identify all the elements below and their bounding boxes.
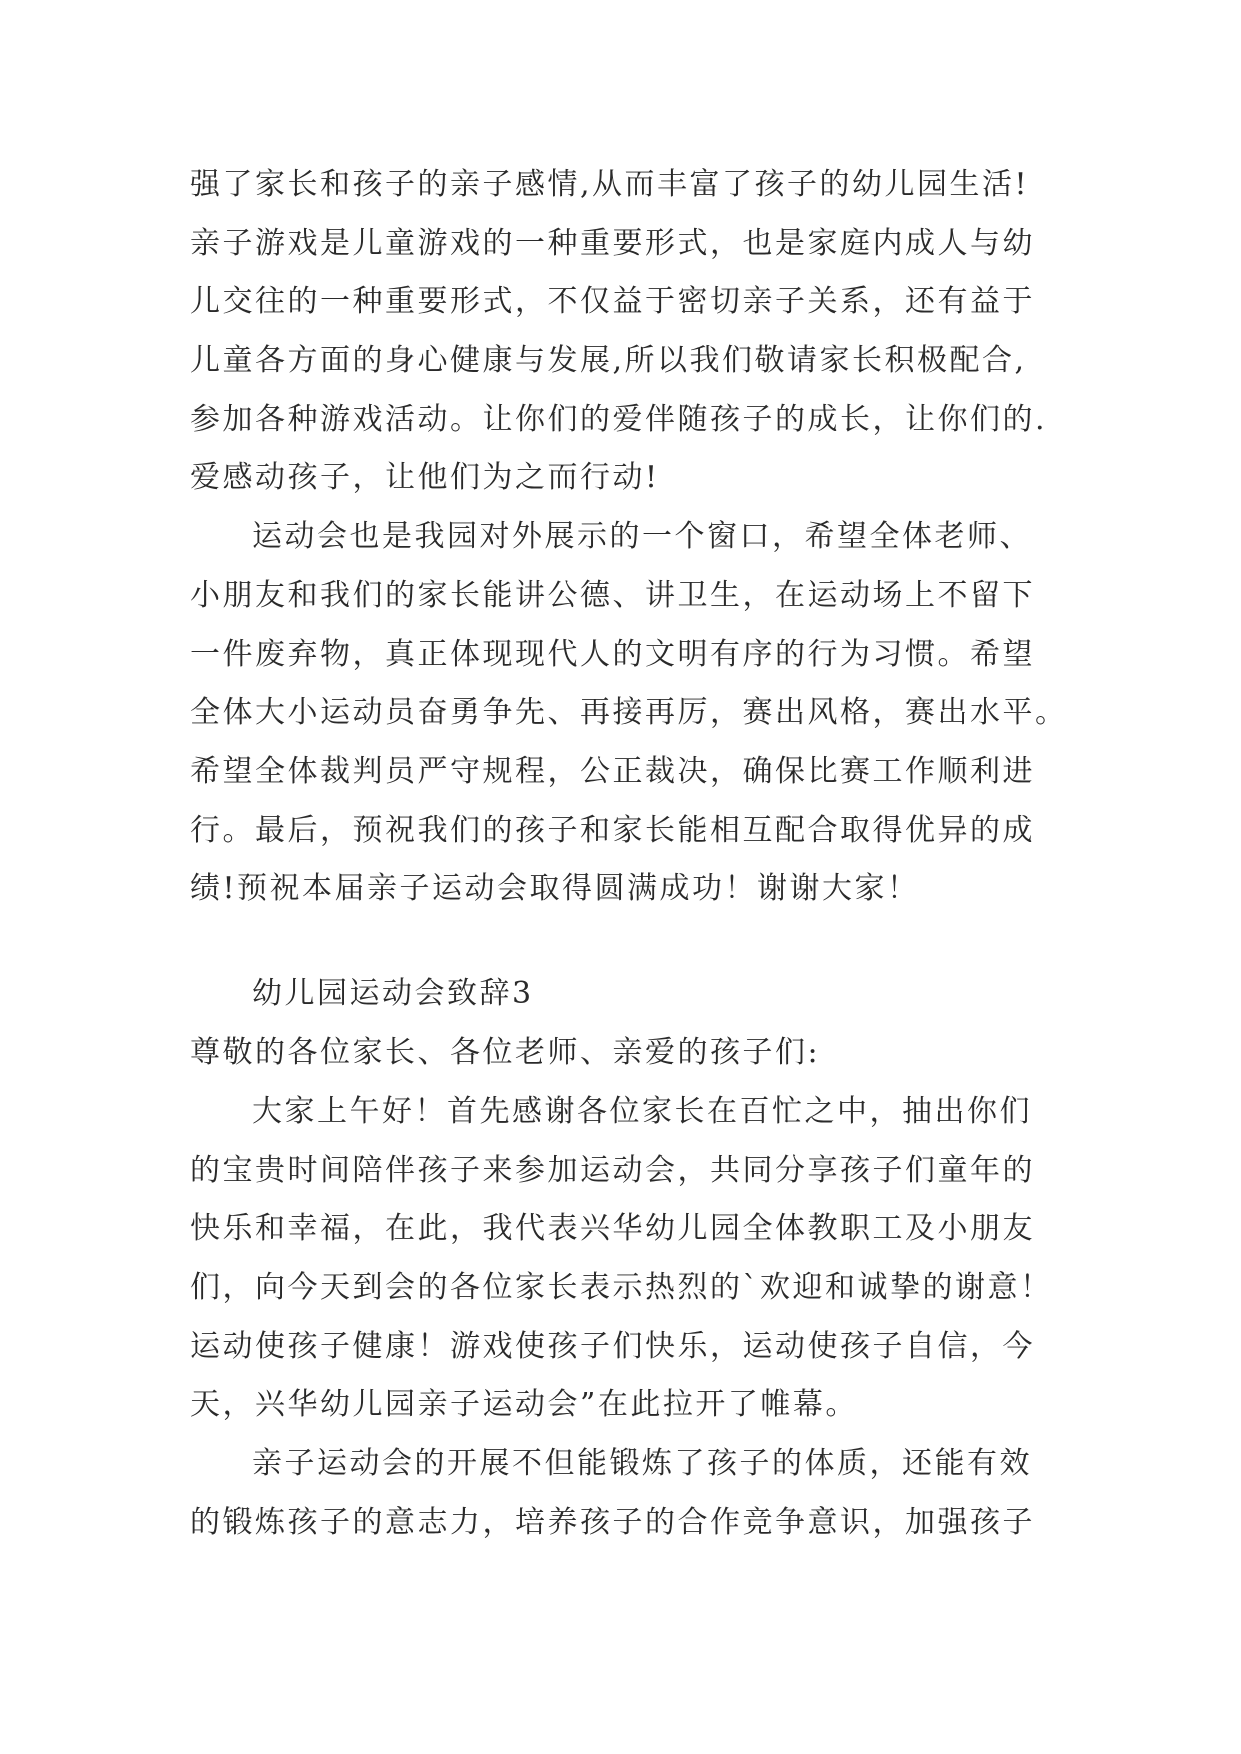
text-line: 天，兴华幼儿园亲子运动会”在此拉开了帷幕。 (190, 1387, 858, 1423)
text-line: 的宝贵时间陪伴孩子来参加运动会，共同分享孩子们童年的 (190, 1152, 1035, 1188)
salutation: 尊敬的各位家长、各位老师、亲爱的孩子们: (190, 1035, 821, 1071)
paragraph (190, 508, 1090, 919)
text-line: 亲子运动会的开展不但能锻炼了孩子的体质，还能有效 (252, 1445, 1032, 1481)
text-line: 希望全体裁判员严守规程，公正裁决，确保比赛工作顺利进 (190, 753, 1035, 789)
text-line: 参加各种游戏活动。让你们的爱伴随孩子的成长，让你们的. (190, 401, 1048, 437)
text-line: 强了家长和孩子的亲子感情,从而丰富了孩子的幼儿园生活! (190, 167, 1030, 202)
text-line: 绩!预祝本届亲子运动会取得圆满成功！谢谢大家！ (190, 871, 920, 907)
paragraph (190, 156, 1090, 508)
text-line: 一件废弃物，真正体现现代人的文明有序的行为习惯。希望 (190, 636, 1035, 672)
text-line: 小朋友和我们的家长能讲公德、讲卫生，在运动场上不留下 (190, 577, 1035, 613)
text-line: 儿童各方面的身心健康与发展,所以我们敬请家长积极配合, (190, 343, 1027, 379)
text-line: 亲子游戏是儿童游戏的一种重要形式，也是家庭内成人与幼 (190, 225, 1035, 261)
document-body (190, 156, 1090, 1552)
text-line: 的锻炼孩子的意志力，培养孩子的合作竞争意识，加强孩子 (190, 1504, 1035, 1540)
text-line: 运动会也是我园对外展示的一个窗口，希望全体老师、 (252, 519, 1032, 555)
text-line: 们，向今天到会的各位家长表示热烈的`欢迎和诚挚的谢意！ (190, 1269, 1053, 1305)
text-line: 行。最后，预祝我们的孩子和家长能相互配合取得优异的成 (190, 812, 1035, 848)
text-line: 运动使孩子健康！游戏使孩子们快乐，运动使孩子自信，今 (190, 1328, 1035, 1364)
paragraph (190, 1435, 1090, 1552)
paragraph (190, 1083, 1090, 1435)
text-line: 全体大小运动员奋勇争先、再接再厉，赛出风格，赛出水平。 (190, 695, 1068, 731)
text-line: 儿交往的一种重要形式，不仅益于密切亲子关系，还有益于 (190, 284, 1035, 320)
text-line: 快乐和幸福，在此，我代表兴华幼儿园全体教职工及小朋友 (190, 1211, 1035, 1247)
section-heading: 幼儿园运动会致辞3 (252, 976, 534, 1012)
text-line: 大家上午好！首先感谢各位家长在百忙之中，抽出你们 (252, 1093, 1032, 1129)
text-line: 爱感动孩子，让他们为之而行动! (190, 460, 660, 496)
